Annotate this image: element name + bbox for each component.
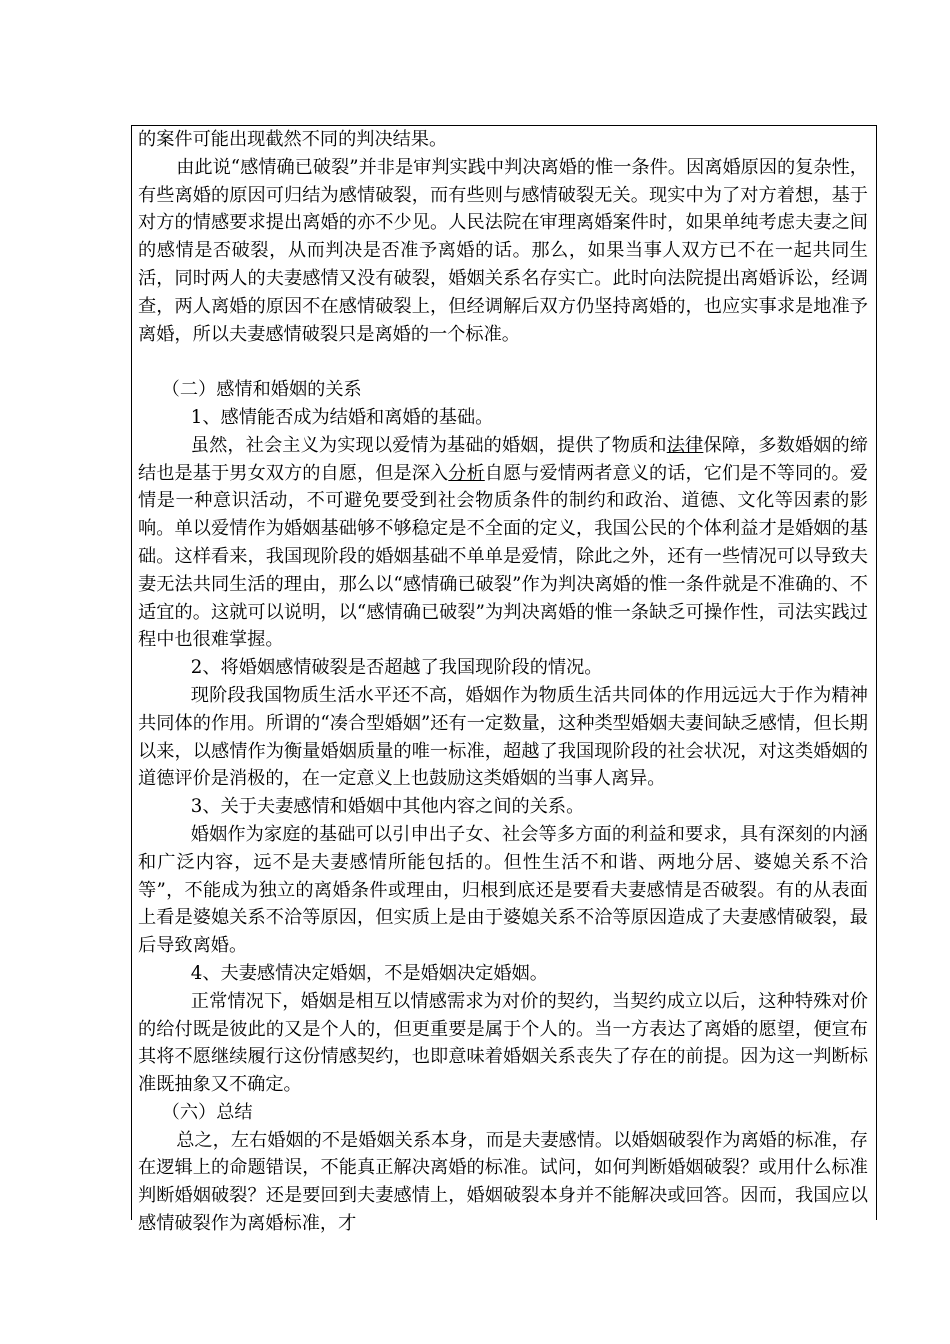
paragraph-current-stage: 现阶段我国物质生活水平还不高，婚姻作为物质生活共同体的作用远远大于作为精神共同体的作用。所谓的“凑合型婚姻”还有一定数量，这种类型婚姻夫妻间缺乏感情，但长期以来，以感情作为衡量婚姻质量的唯一标准，超越了我国现阶段的社会状况，对这类婚姻的道德评价是消极的，在一定意义上也鼓励这类婚姻的当事人离异。 xyxy=(138,684,868,790)
paragraph-contract: 正常情况下，婚姻是相互以情感需求为对价的契约，当契约成立以后，这种特殊对价的给付既是彼此的又是个人的，但更重要是属于个人的。当一方表达了离婚的愿望，便宣布其将不愿继续履行这份情感契约，也即意味着婚姻关系丧失了存在的前提。因为这一判断标准既抽象又不确定。 xyxy=(138,990,868,1096)
document-table-cell xyxy=(131,125,877,1235)
paragraph-summary: 总之，左右婚姻的不是婚姻关系本身，而是夫妻感情。以婚姻破裂作为离婚的标准，存在逻辑上的命题错误，不能真正解决离婚的标准。试问，如何判断婚姻破裂？或用什么标准判断婚姻破裂？还是要回到夫妻感情上，婚姻破裂本身并不能解决或回答。因而，我国应以感情破裂作为离婚标准，才 xyxy=(138,1129,868,1235)
subheading-1: 1、感情能否成为结婚和离婚的基础。 xyxy=(190,406,494,428)
link-law[interactable]: 法律 xyxy=(666,434,704,456)
paragraph-other-relations: 婚姻作为家庭的基础可以引申出子女、社会等多方面的利益和要求，具有深刻的内涵和广泛内容，远不是夫妻感情所能包括的。但性生活不和谐、两地分居、婆媳关系不洽等”，不能成为独立的离婚条件或理由，归根到底还是要看夫妻感情是否破裂。有的从表面上看是婆媳关系不洽等原因，但实质上是由于婆媳关系不洽等原因造成了夫妻感情破裂，最后导致离婚。 xyxy=(138,823,868,957)
text-segment: 虽然，社会主义为实现以爱情为基础的婚姻，提供了物质和 xyxy=(190,434,667,456)
subheading-3: 3、关于夫妻感情和婚姻中其他内容之间的关系。 xyxy=(190,796,585,818)
text-segment: 自愿与爱情两者意义的话，它们是不等同的。爱情是一种意识活动，不可避免要受到社会物质条件的制约和政治、道德、文化等因素的影响。单以爱情作为婚姻基础够不够稳定是不全面的定义，我国公民的个体利益才是婚姻的基础。这样看来，我国现阶段的婚姻基础不单单是爱情，除此之外，还有一些情况可以导致夫妻无法共同生活的理由，那么以“感情确已破裂”作为判决离婚的惟一条件就是不准确的、不适宜的。这就可以说明，以“感情确已破裂”为判决离婚的惟一条缺乏可操作性，司法实践过程中也很难掌握。 xyxy=(138,462,868,651)
subheading-4: 4、夫妻感情决定婚姻，不是婚姻决定婚姻。 xyxy=(190,962,548,984)
paragraph-breakdown-not-sole-condition: 由此说“感情确已破裂”并非是审判实践中判决离婚的惟一条件。因离婚原因的复杂性，有些离婚的原因可归结为感情破裂，而有些则与感情破裂无关。现实中为了对方着想，基于对方的情感要求提出离婚的亦不少见。人民法院在审理离婚案件时，如果单纯考虑夫妻之间的感情是否破裂，从而判决是否准予离婚的话。那么，如果当事人双方已不在一起共同生活，同时两人的夫妻感情又没有破裂，婚姻关系名存实亡。此时向法院提出离婚诉讼，经调查，两人离婚的原因不在感情破裂上，但经调解后双方仍坚持离婚的，也应实事求是地准予离婚，所以夫妻感情破裂只是离婚的一个标准。 xyxy=(138,156,868,345)
section-heading-six: （六）总结 xyxy=(161,1101,253,1123)
paragraph-love-basis xyxy=(138,432,868,654)
link-analysis[interactable]: 分析 xyxy=(448,462,485,484)
section-heading-two: （二）感情和婚姻的关系 xyxy=(161,379,362,401)
subheading-2: 2、将婚姻感情破裂是否超越了我国现阶段的情况。 xyxy=(190,657,603,679)
paragraph-continuation: 的案件可能出现截然不同的判决结果。 xyxy=(138,129,448,150)
blank-line xyxy=(138,348,868,376)
text-segment: 保障，多数婚姻的缔结也是基于男女双方的自愿，但是深入 xyxy=(138,434,868,484)
